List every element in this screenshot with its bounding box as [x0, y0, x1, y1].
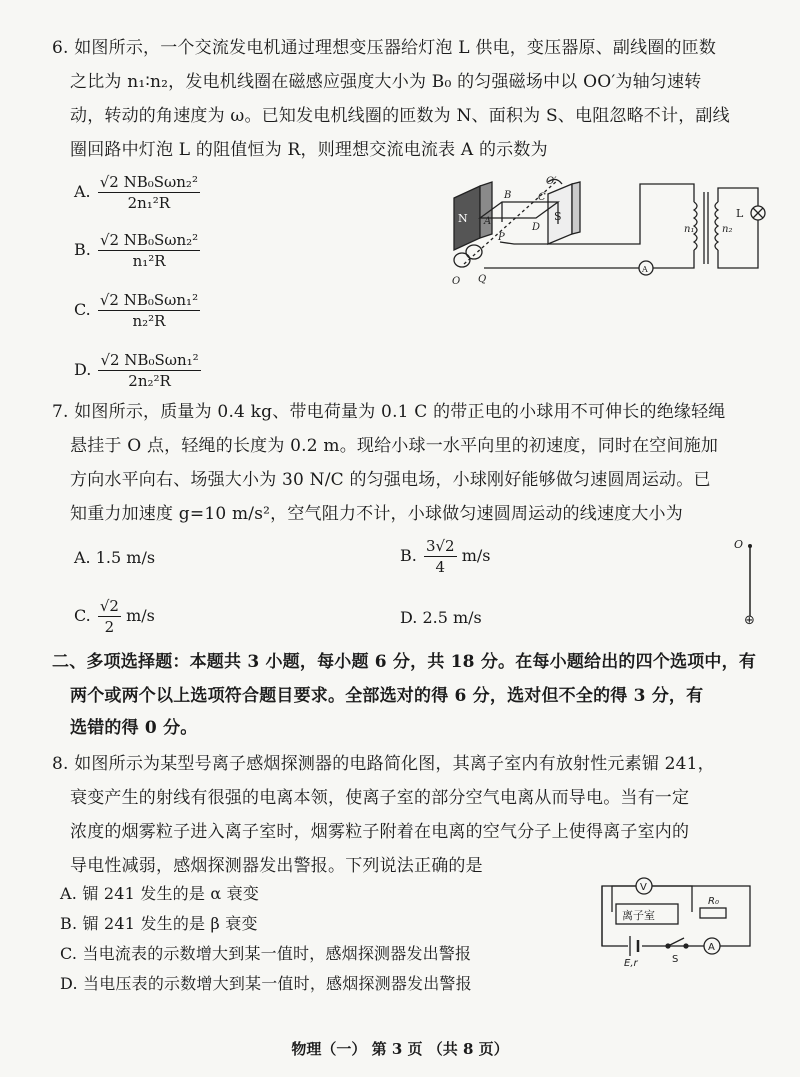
q6-line-1: 6. 如图所示，一个交流发电机通过理想变压器给灯泡 L 供电，变压器原、副线圈的匝数 [52, 38, 717, 58]
fig-label-O: O [452, 276, 461, 287]
q6-option-c-label: C. [74, 300, 91, 319]
section2-line-2: 两个或两个以上选项符合题目要求。全部选对的得 6 分，选对但不全的得 3 分，有 [70, 686, 704, 706]
q7-option-d[interactable] [400, 608, 482, 627]
q8-option-a[interactable]: A. 镅 241 发生的是 α 衰变 [60, 884, 260, 903]
q7-option-b-unit: m/s [461, 546, 491, 565]
q7-line-4: 知重力加速度 g=10 m/s²，空气阻力不计，小球做匀速圆周运动的线速度大小为 [70, 504, 683, 524]
q7-option-d-label: D. [400, 608, 418, 627]
q7-line-3: 方向水平向右、场强大小为 30 N/C 的匀强电场，小球刚好能够做匀速圆周运动。已 [70, 470, 711, 490]
q6-option-c[interactable] [74, 290, 200, 331]
fig-label-O7: O [734, 538, 744, 551]
q7-option-c[interactable] [74, 596, 155, 637]
q8-option-d[interactable]: D. 当电压表的示数增大到某一值时，感烟探测器发出警报 [60, 974, 472, 993]
fig-label-R0: R₀ [708, 896, 719, 907]
fig-label-P: P [498, 232, 505, 243]
fig-label-Q: Q [478, 274, 487, 285]
fig-label-n2: n₂ [722, 224, 733, 235]
section2-line-1: 二、多项选择题：本题共 3 小题，每小题 6 分，共 18 分。在每小题给出的四个选项中，有 [52, 652, 757, 672]
q7-line-2: 悬挂于 O 点，轻绳的长度为 0.2 m。现给小球一水平向里的初速度，同时在空间施加 [70, 436, 719, 456]
fig-label-A8: A [708, 942, 715, 953]
q6-option-a-den: 2n₁²R [127, 194, 171, 212]
q6-option-b-num: √2 NB₀Sωn₂² [99, 231, 199, 249]
q6-line-3: 动，转动的角速度为 ω。已知发电机线圈的匝数为 N、面积为 S、电阻忽略不计，副线 [70, 106, 730, 126]
q7-pendulum-figure [730, 532, 770, 628]
q6-line-4: 圈回路中灯泡 L 的阻值恒为 R，则理想交流电流表 A 的示数为 [70, 140, 548, 160]
page-footer: 物理（一） 第 3 页 （共 8 页） [291, 1040, 509, 1058]
q7-option-b-num: 3√2 [425, 537, 455, 555]
q7-option-d-text: 2.5 m/s [422, 608, 482, 627]
charged-ball-icon: ⊕ [744, 613, 755, 628]
q7-option-c-num: √2 [99, 597, 119, 615]
fig-label-N: N [458, 212, 468, 225]
q7-line-1: 7. 如图所示，质量为 0.4 kg、带电荷量为 0.1 C 的带正电的小球用不可伸长的绝缘轻绳 [52, 402, 726, 422]
q7-option-b-den: 4 [435, 558, 446, 576]
fig-label-chamber: 离子室 [622, 909, 655, 922]
q7-option-a-text: 1.5 m/s [95, 548, 156, 567]
q6-option-b-den: n₁²R [132, 252, 166, 270]
fig-label-O-prime: O′ [546, 176, 557, 187]
q7-option-b-label: B. [400, 546, 417, 565]
q6-option-b-label: B. [74, 240, 91, 259]
q6-generator-figure [440, 172, 770, 290]
fig-label-V: V [640, 882, 647, 893]
q8-option-b[interactable]: B. 镅 241 发生的是 β 衰变 [60, 914, 258, 933]
fig-label-L: L [736, 207, 744, 220]
q7-option-c-den: 2 [104, 618, 115, 636]
q7-option-c-unit: m/s [126, 606, 155, 625]
q7-option-a[interactable] [74, 548, 155, 567]
q6-option-d-label: D. [74, 360, 92, 379]
fig-label-C: C [538, 192, 546, 203]
q8-line-2: 衰变产生的射线有很强的电离本领，使离子室的部分空气电离从而导电。当有一定 [70, 788, 690, 808]
q6-line-2: 之比为 n₁∶n₂，发电机线圈在磁感应强度大小为 B₀ 的匀强磁场中以 OO′为轴匀速转 [70, 72, 702, 92]
q6-option-a[interactable] [74, 172, 200, 213]
q8-line-3: 浓度的烟雾粒子进入离子室时，烟雾粒子附着在电离的空气分子上使得离子室内的 [70, 822, 690, 842]
q6-option-c-num: √2 NB₀Sωn₁² [99, 291, 199, 309]
fig-label-B: B [504, 190, 512, 201]
fig-label-S: S [554, 210, 562, 223]
fig-label-ammeter: A [642, 265, 648, 274]
fig-label-n1: n₁ [684, 224, 695, 235]
q6-option-d[interactable] [74, 350, 201, 391]
q7-option-c-label: C. [74, 606, 91, 625]
q8-line-1: 8. 如图所示为某型号离子感烟探测器的电路简化图，其离子室内有放射性元素镅 241， [52, 754, 715, 774]
q8-line-4: 导电性减弱，感烟探测器发出警报。下列说法正确的是 [70, 856, 483, 876]
q6-option-c-den: n₂²R [132, 312, 166, 330]
q6-option-a-num: √2 NB₀Sωn₂² [99, 173, 198, 191]
section2-line-3: 选错的得 0 分。 [70, 718, 198, 738]
q6-option-a-label: A. [74, 182, 91, 201]
resistor-r0-icon [700, 908, 726, 918]
fig-label-D: D [532, 222, 541, 233]
q6-option-b[interactable] [74, 230, 200, 271]
q6-option-d-den: 2n₂²R [128, 372, 171, 390]
q8-option-c[interactable]: C. 当电流表的示数增大到某一值时，感烟探测器发出警报 [60, 944, 472, 963]
q6-option-d-num: √2 NB₀Sωn₁² [100, 351, 199, 369]
fig-label-A: A [484, 216, 492, 227]
q7-option-b[interactable] [400, 536, 490, 577]
q8-circuit-figure [592, 876, 762, 968]
fig-label-Er: E,r [624, 958, 638, 968]
fig-label-S8: S [672, 954, 679, 965]
q7-option-a-label: A. [74, 548, 91, 567]
